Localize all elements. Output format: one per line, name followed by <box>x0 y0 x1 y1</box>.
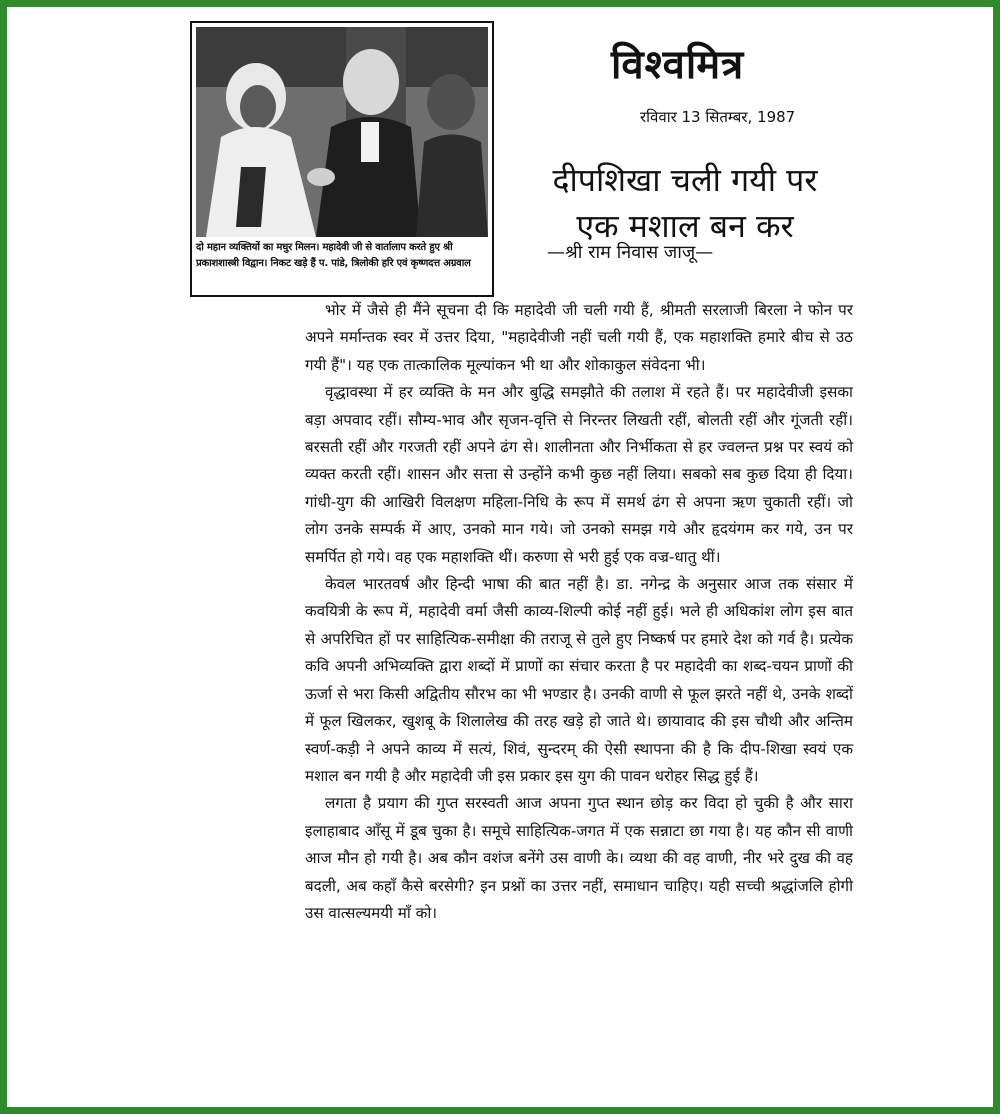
article-body <box>305 297 853 927</box>
headline-line-1: दीपशिखा चली गयी पर <box>552 161 818 199</box>
article-paragraph: वृद्धावस्था में हर व्यक्ति के मन और बुद्धि समझौते की तलाश में रहते हैं। पर महादेवीजी इसका बड़ा अपवाद रहीं। सौम्य-भाव और सृजन-वृत्ति से निरन्तर लिखती रहीं, बोलती रहीं और गूंजती रहीं। बरसती रहीं और गरजती रहीं अपने ढंग से। शालीनता और निर्भीकता से हर ज्वलन्त प्रश्न पर स्वयं को व्यक्त करती रहीं। शासन और सत्ता से उन्होंने कभी कुछ नहीं लिया। सबको सब कुछ दिया ही दिया। गांधी-युग की आखिरी विलक्षण महिला-निधि के रूप में समर्थ ढंग से अपना ऋण चुकाती रहीं। जो लोग उनके सम्पर्क में आए, उनको मान गये। जो उनको समझ गये और हृदयंगम कर गये, उन पर समर्पित हो गये। वह एक महाशक्ति थीं। करुणा से भरी हुई एक वज्र-धातु थीं। <box>305 383 853 566</box>
article-paragraph: केवल भारतवर्ष और हिन्दी भाषा की बात नहीं है। डा. नगेन्द्र के अनुसार आज तक संसार में कवयित्री के रूप में, महादेवी वर्मा जैसी काव्य-शिल्पी कोई नहीं हुई। भले ही अधिकांश लोग इस बात से अपरिचित हों पर साहित्यिक-समीक्षा की तराजू से तुले हुए निष्कर्ष पर हमारे देश को गर्व है। प्रत्येक कवि अपनी अभिव्यक्ति द्वारा शब्दों में प्राणों का संचार करता है पर महादेवी का शब्द-चयन प्राणों की ऊर्जा से भरा किसी अद्वितीय सौरभ का भी भण्डार है। उनकी वाणी से फूल झरते नहीं थे, उनके शब्दों में फूल खिलकर, खुशबू के शिलालेख की तरह खड़े हो जाते थे। छायावाद की इस चौथी और अन्तिम स्वर्ण-कड़ी ने अपने काव्य में सत्यं, शिवं, सुन्दरम् की ऐसी स्थापना की है कि दीप-शिखा स्वयं एक मशाल बन गयी है और महादेवी जी इस प्रकार इस युग की पावन धरोहर सिद्ध हुई हैं। <box>305 575 853 785</box>
photo-caption: दो महान व्यक्तियों का मधुर मिलन। महादेवी जी से वार्तालाप करते हुए श्री प्रकाशशास्त्री विद्वान। निकट खड़े हैं प. पांडे, त्रिलोकी हरि एवं कृष्णदत्त अग्रवाल <box>196 242 471 269</box>
newspaper-name: विश्वमित्र <box>611 42 745 88</box>
article-byline: —श्री राम निवास जाजू— <box>547 242 714 263</box>
issue-date: रविवार 13 सितम्बर, 1987 <box>640 108 796 126</box>
news-photo <box>196 27 488 237</box>
article-paragraph: भोर में जैसे ही मैंने सूचना दी कि महादेवी जी चली गयी हैं, श्रीमती सरलाजी बिरला ने फोन पर अपने मर्मान्तक स्वर में उत्तर दिया, "महादेवीजी नहीं चली गयी हैं, एक महाशक्ति हमारे बीच से उठ गयी हैं"। यह एक तात्कालिक मूल्यांकन भी था और शोकाकुल संवेदना भी। <box>305 301 853 374</box>
headline-line-2: एक मशाल बन कर <box>576 207 794 245</box>
article-headline <box>505 157 865 249</box>
article-paragraph: लगता है प्रयाग की गुप्त सरस्वती आज अपना गुप्त स्थान छोड़ कर विदा हो चुकी है और सारा इलाहाबाद आँसू में डूब चुका है। समूचे साहित्यिक-जगत में एक सन्नाटा छा गया है। यह कौन सी वाणी आज मौन हो गयी है। अब कौन वशंज बनेंगे उस वाणी के। व्यथा की वह वाणी, नीर भरे दुख की वह बदली, अब कहाँ कैसे बरसेगी? इन प्रश्नों का उत्तर नहीं, समाधान चाहिए। यही सच्ची श्रद्धांजलि होगी उस वात्सल्यमयी माँ को। <box>305 794 853 922</box>
photo-box <box>190 21 494 297</box>
